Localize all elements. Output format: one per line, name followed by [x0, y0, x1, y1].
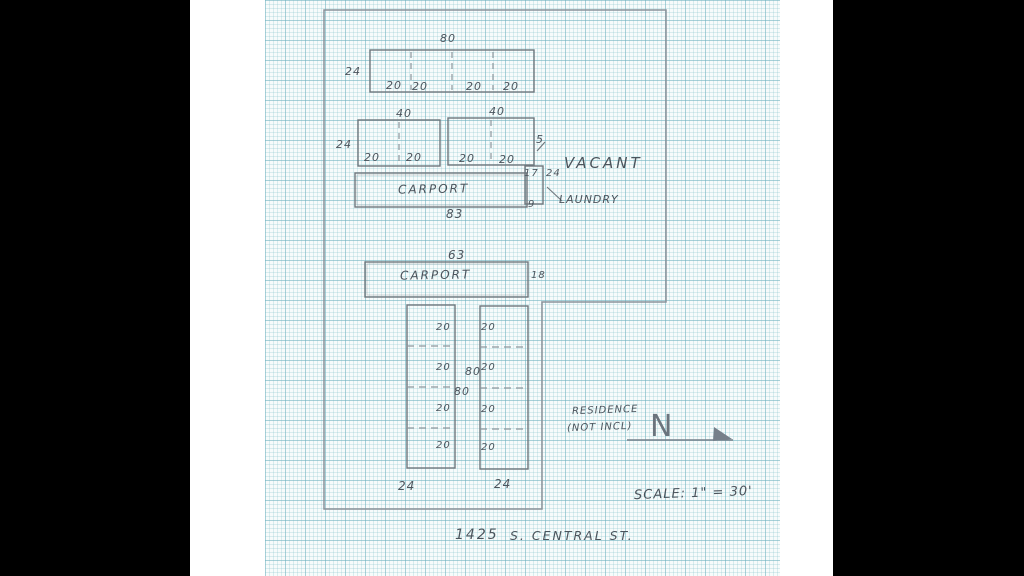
- scale-note: SCALE: 1" = 30': [633, 483, 753, 504]
- dim-midleft-unit: 20: [406, 151, 422, 164]
- dim-laundry-height: 17: [524, 168, 539, 179]
- carport-upper-label: CARPORT: [397, 181, 470, 197]
- dim-top-unit: 20: [386, 79, 402, 92]
- dim-side-gap: 5: [536, 133, 544, 146]
- north-letter: N: [650, 409, 673, 444]
- carport-lower-label: CARPORT: [399, 267, 472, 283]
- dim-top-width: 80: [440, 32, 456, 45]
- dim-midleft-width: 40: [396, 107, 412, 120]
- dim-bottomright-unit: 20: [481, 322, 496, 333]
- dim-top-unit: 20: [412, 80, 428, 93]
- dim-bottomleft-unit: 20: [436, 362, 451, 373]
- dim-bottomleft-total: 80: [465, 365, 481, 378]
- dim-midleft-depth: 24: [336, 138, 352, 151]
- north-arrow-head-icon: [713, 427, 732, 441]
- address-street: S. CENTRAL ST.: [510, 528, 634, 543]
- dim-midleft-unit: 20: [364, 151, 380, 164]
- dim-bottomright-unit: 20: [481, 362, 496, 373]
- dim-carport-lower-length: 63: [448, 248, 466, 262]
- dim-top-depth: 24: [345, 65, 361, 78]
- bottom-right-building-dividers: [480, 347, 528, 429]
- dim-midright-unit: 20: [459, 152, 475, 165]
- address-number: 1425: [455, 527, 499, 543]
- laundry-label: LAUNDRY: [559, 193, 619, 206]
- dim-carport-upper-length: 83: [446, 207, 464, 221]
- dim-bottomright-width: 24: [494, 477, 512, 491]
- dim-bottomright-total: 80: [454, 385, 470, 398]
- vacant-area-label: VACANT: [564, 154, 643, 172]
- dim-top-unit: 20: [466, 80, 482, 93]
- dim-bottomleft-unit: 20: [436, 440, 451, 451]
- dim-bottomleft-unit: 20: [436, 322, 451, 333]
- property-boundary-line: [324, 10, 666, 509]
- bottom-left-building-dividers: [407, 346, 455, 428]
- dim-top-unit: 20: [503, 80, 519, 93]
- dim-bottomright-unit: 20: [481, 404, 496, 415]
- dim-bottomleft-unit: 20: [436, 403, 451, 414]
- dim-laundry-width: 9: [528, 199, 536, 210]
- dim-bottomright-unit: 20: [481, 442, 496, 453]
- residence-note-line2: (NOT INCL): [566, 420, 633, 435]
- dim-midright-width: 40: [489, 105, 505, 118]
- dim-laundry-side: 24: [546, 168, 561, 179]
- dim-carport-lower-depth: 18: [531, 270, 546, 281]
- dim-midright-unit: 20: [499, 153, 515, 166]
- dim-bottomleft-width: 24: [398, 479, 416, 493]
- residence-note-line1: RESIDENCE: [571, 403, 639, 418]
